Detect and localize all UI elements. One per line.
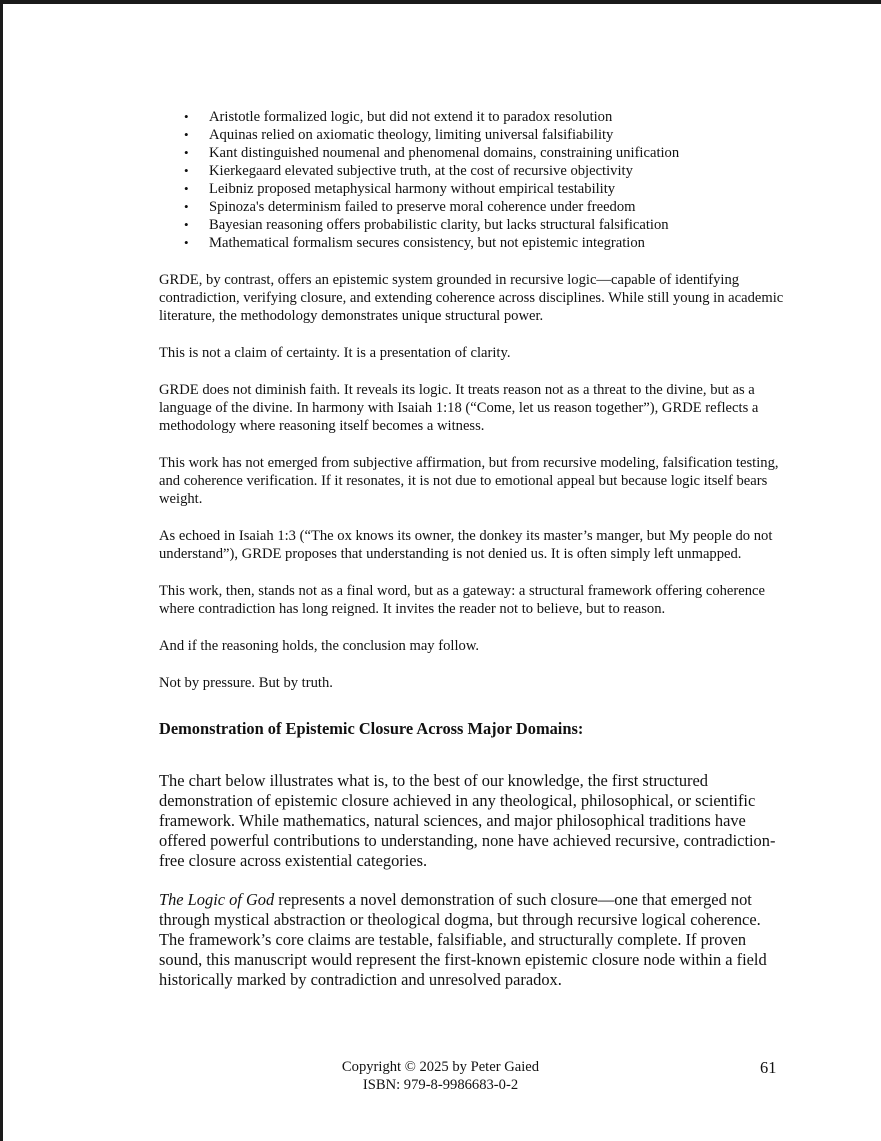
page-footer bbox=[0, 1058, 881, 1094]
paragraph-gateway: This work, then, stands not as a final word, but as a gateway: a structural framework offering coherence where contradiction has long reigned. It invites the reader not to believe, but to reason. bbox=[159, 583, 765, 617]
bullet-text: Spinoza's determinism failed to preserve moral coherence under freedom bbox=[209, 199, 636, 215]
bullet-text: Kierkegaard elevated subjective truth, at the cost of recursive objectivity bbox=[209, 163, 633, 179]
closing-text: represents a novel demonstration of such closure—one that emerged not through mystical abstraction or theological dogma, but through recursive logical coherence. The framework’s core claims are testable, falsifiable, and structurally complete. If proven sound, this manuscript would represent the first-known epistemic closure node within a field historically marked by contradiction and unresolved paradox. bbox=[159, 890, 767, 989]
bullet-item bbox=[184, 108, 784, 126]
bullet-text: Aquinas relied on axiomatic theology, limiting universal falsifiability bbox=[209, 127, 614, 143]
book-title-italic: The Logic of God bbox=[159, 890, 275, 909]
paragraph-closing bbox=[159, 890, 784, 990]
bullet-item bbox=[184, 162, 784, 180]
copyright-line: Copyright © 2025 by Peter Gaied bbox=[341, 1059, 540, 1075]
bullet-text: Bayesian reasoning offers probabilistic clarity, but lacks structural falsification bbox=[209, 217, 669, 233]
bullet-dot-icon: • bbox=[184, 235, 189, 250]
bullet-dot-icon: • bbox=[184, 127, 189, 142]
bullet-item bbox=[184, 180, 784, 198]
paragraph-grde-contrast: GRDE, by contrast, offers an epistemic system grounded in recursive logic—capable of identifying contradiction, verifying closure, and extending coherence across disciplines. While still young in academic literature, the methodology demonstrates unique structural power. bbox=[159, 272, 784, 324]
bullet-text: Leibniz proposed metaphysical harmony without empirical testability bbox=[209, 181, 616, 197]
bullet-list bbox=[159, 108, 784, 252]
bullet-dot-icon: • bbox=[184, 181, 189, 196]
bullet-item bbox=[184, 234, 784, 252]
bullet-dot-icon: • bbox=[184, 163, 189, 178]
paragraph-faith-logic: GRDE does not diminish faith. It reveals its logic. It treats reason not as a threat to the divine, but as a language of the divine. In harmony with Isaiah 1:18 (“Come, let us reason together”), GRDE reflects a methodology where reasoning itself becomes a witness. bbox=[159, 382, 759, 434]
paragraph-reasoning-holds: And if the reasoning holds, the conclusion may follow. bbox=[159, 638, 480, 654]
page-number: 61 bbox=[760, 1058, 777, 1077]
bullet-dot-icon: • bbox=[184, 199, 189, 214]
bullet-dot-icon: • bbox=[184, 217, 189, 232]
bullet-text: Aristotle formalized logic, but did not extend it to paradox resolution bbox=[209, 109, 613, 125]
isbn-line: ISBN: 979-8-9986683-0-2 bbox=[362, 1077, 519, 1093]
paragraph-not-certainty: This is not a claim of certainty. It is a presentation of clarity. bbox=[159, 345, 511, 361]
bullet-dot-icon: • bbox=[184, 109, 189, 124]
page-body bbox=[159, 108, 784, 990]
paragraph-recursive-modeling: This work has not emerged from subjective affirmation, but from recursive modeling, falsification testing, and coherence verification. If it resonates, it is not due to emotional appeal but because logic itself bears weight. bbox=[159, 455, 779, 507]
bullet-text: Kant distinguished noumenal and phenomenal domains, constraining unification bbox=[209, 145, 680, 161]
bullet-item bbox=[184, 126, 784, 144]
bullet-text: Mathematical formalism secures consistency, but not epistemic integration bbox=[209, 235, 645, 251]
paragraph-not-by-pressure: Not by pressure. But by truth. bbox=[159, 675, 333, 691]
paragraph-isaiah-1-3: As echoed in Isaiah 1:3 (“The ox knows its owner, the donkey its master’s manger, but My people do not understand”), GRDE proposes that understanding is not denied us. It is often simply left unmapped. bbox=[159, 528, 773, 562]
bullet-item bbox=[184, 198, 784, 216]
page-frame-top bbox=[0, 0, 881, 4]
paragraph-chart-intro: The chart below illustrates what is, to the best of our knowledge, the first structured demonstration of epistemic closure achieved in any theological, philosophical, or scientific framework. While mathematics, natural sciences, and major philosophical traditions have offered powerful contributions to understanding, none have achieved recursive, contradiction-free closure across existential categories. bbox=[159, 771, 776, 870]
bullet-item bbox=[184, 216, 784, 234]
bullet-item bbox=[184, 144, 784, 162]
section-heading: Demonstration of Epistemic Closure Across Major Domains: bbox=[159, 719, 584, 738]
page-frame-left bbox=[0, 0, 3, 1141]
bullet-dot-icon: • bbox=[184, 145, 189, 160]
